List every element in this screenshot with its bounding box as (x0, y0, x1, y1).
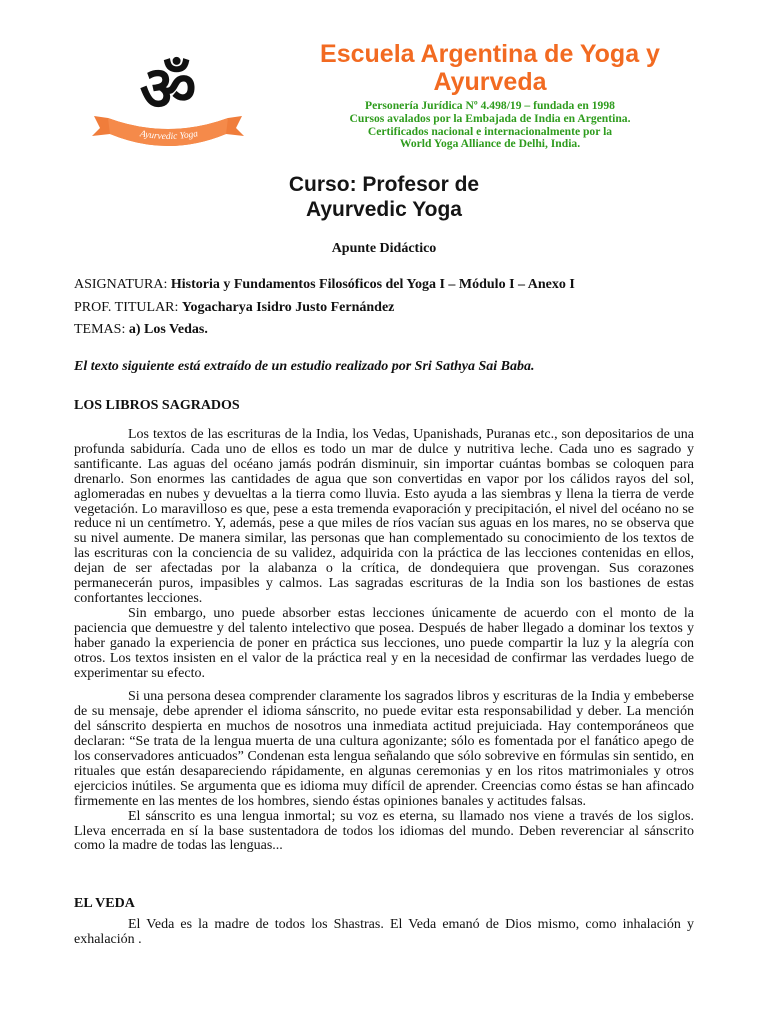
accreditation-line: Cursos avalados por la Embajada de India en Argentina. (349, 111, 631, 125)
intro-note: El texto siguiente está extraído de un estudio realizado por Sri Sathya Sai Baba. (74, 359, 535, 374)
accreditation-line: Personería Jurídica Nº 4.498/19 – fundada en 1998 (365, 100, 615, 112)
logo-ribbon-text: Ayurvedic Yoga (139, 129, 199, 143)
document-subtitle: Apunte Didáctico (331, 241, 437, 256)
school-title (270, 40, 710, 96)
body-paragraph: Sin embargo, uno puede absorber estas lecciones únicamente de acuerdo con el monto de la paciencia que demuestre y del talento intelectivo que posea. Después de haber llegado a dominar los textos y haber ganado la experiencia de poner en práctica sus lecciones, uno puede compartir la luz y la alegría con otros. Los textos insisten en el valor de la práctica real y en la necesidad de confirmar las verdades luego de experimentar su efecto. (74, 605, 694, 681)
topics-label: TEMAS: (74, 322, 129, 337)
om-symbol-icon: ॐ (139, 52, 197, 125)
school-title-line1: Escuela Argentina de Yoga y (320, 40, 660, 68)
section-body-libros (74, 428, 694, 854)
topics-line (74, 321, 208, 339)
course-title-line2: Ayurvedic Yoga (305, 198, 462, 221)
course-title (184, 172, 584, 222)
section-body-veda (74, 918, 694, 948)
section-heading-libros: LOS LIBROS SAGRADOS (74, 398, 240, 413)
topics-value: a) Los Vedas. (128, 322, 208, 337)
subject-label: ASIGNATURA: (74, 277, 171, 292)
subject-value: Historia y Fundamentos Filosóficos del Yoga I – Módulo I – Anexo I (170, 277, 575, 292)
course-title-line1: Curso: Profesor de (288, 173, 480, 196)
body-paragraph: El sánscrito es una lengua inmortal; su voz es eterna, su llamado nos viene a través de los siglos. Lleva encerrada en sí la base sustentadora de todos los idiomas del mundo. Deben reverenciar al sánscrito como la madre de todas las lenguas... (74, 808, 694, 854)
school-title-line2: Ayurveda (433, 68, 547, 96)
om-logo (88, 44, 248, 152)
body-paragraph: El Veda es la madre de todos los Shastras. El Veda emanó de Dios mismo, como inhalación y exhalación . (74, 917, 694, 947)
accreditation-line: Certificados nacional e internacionalmente por la (367, 124, 613, 138)
body-paragraph: Los textos de las escrituras de la India, los Vedas, Upanishads, Puranas etc., son depositarios de una profunda sabiduría. Cada uno de ellos es todo un mar de dulce y nutritiva leche. Cada uno es sagrado y santificante. Las aguas del océano jamás podrán disminuir, sin importar cuántas bombas se coloquen para drenarlo. Son enormes las cantidades de agua que son convertidas en vapor por los cálidos rayos del sol, aglomeradas en nubes y devueltas a la tierra como lluvia. Esto ayuda a las siembras y llena la tierra de verde vegetación. Lo maravilloso es que, pese a esta tremenda evaporación y precipitación, el nivel del océano no se reduce ni un centímetro. Y, además, pese a que miles de ríos vacían sus aguas en los mares, no se observa que su nivel aumente. De manera similar, las personas que han complementado su conocimiento de los textos de las escrituras con la conciencia de su validez, adquirida con la práctica de las lecciones contenidas en ellos, dejan de ser afectadas por la alabanza o la crítica, de dondequiera que provengan. Sus corazones permanecerán puros, impasibles y calmos. Las sagradas escrituras de la India son los bastiones de estas confortantes lecciones. (74, 427, 694, 606)
accreditation-block (320, 100, 660, 152)
body-paragraph: Si una persona desea comprender claramente los sagrados libros y escrituras de la India y embeberse de su mensaje, debe aprender el idioma sánscrito, no puede evitar esta responsabilidad y deber. La mención del sánscrito despierta en muchos de nosotros una inmediata actitud prejuiciada. Hay contemporáneos que declaran: “Se trata de la lengua muerta de una cultura agonizante; sólo es fomentada por el fanático apego de los conservadores anticuados” Condenan esta lengua señalando que sólo sobrevive en fórmulas sin sentido, en rituales que están desapareciendo rápidamente, en algunas ceremonias y en los ritos matrimoniales y otros ejercicios inútiles. Se argumenta que es idioma muy difícil de aprender. Creencias como éstas se han afincado firmemente en las mentes de los hombres, siendo éstas opiniones banales y actitudes falsas. (74, 689, 694, 809)
subject-line (74, 276, 575, 294)
accreditation-line: World Yoga Alliance de Delhi, India. (399, 137, 581, 151)
section-heading-veda: EL VEDA (74, 896, 135, 911)
professor-line (74, 299, 394, 317)
professor-label: PROF. TITULAR: (74, 300, 182, 315)
professor-value: Yogacharya Isidro Justo Fernández (181, 300, 395, 315)
